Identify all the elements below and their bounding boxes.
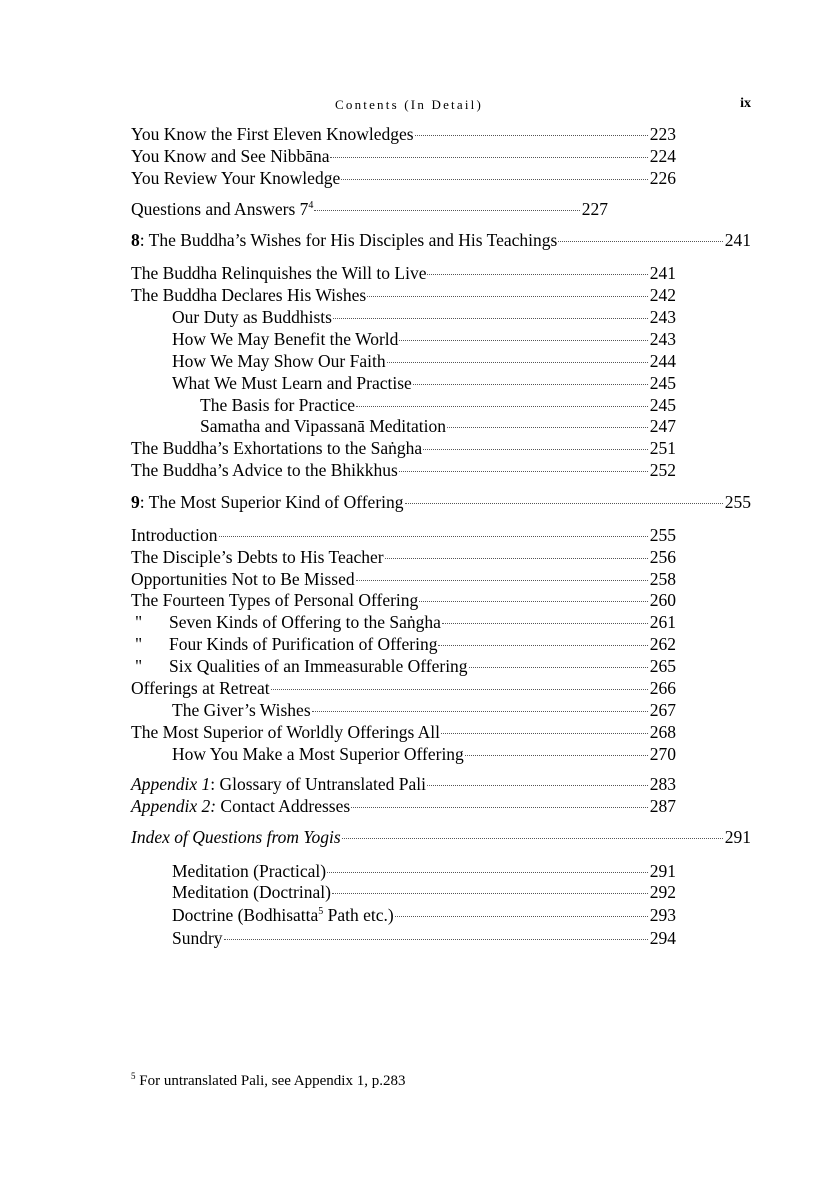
toc-entry[interactable]: The Buddha Declares His Wishes 242 (131, 285, 676, 305)
toc-page-number: 260 (649, 590, 676, 610)
toc-page-number: 268 (649, 722, 676, 742)
dot-leader (399, 471, 648, 472)
toc-entry[interactable]: You Know the First Eleven Knowledges 223 (131, 124, 676, 144)
dot-leader (558, 241, 722, 242)
dot-leader (438, 645, 647, 646)
dot-leader (405, 503, 723, 504)
dot-leader (415, 135, 648, 136)
dot-leader (333, 318, 648, 319)
toc-entry[interactable]: The Buddha’s Advice to the Bhikkhus 252 (131, 460, 676, 480)
dot-leader (224, 939, 648, 940)
toc-page-number: 293 (649, 905, 676, 925)
toc-page-number: 287 (649, 796, 676, 816)
footnote-ref: 5 (318, 906, 324, 918)
dot-leader (413, 384, 648, 385)
toc-page-number: 243 (649, 307, 676, 327)
dot-leader (327, 872, 648, 873)
dot-leader (395, 916, 648, 917)
dot-leader (442, 623, 648, 624)
footnote-ref: 4 (308, 200, 314, 212)
ditto-mark: " (135, 612, 143, 632)
toc-entry[interactable]: Samatha and Vipassanā Meditation 247 (200, 416, 676, 436)
toc-entry[interactable]: Sundry 294 (172, 928, 676, 948)
dot-leader (427, 274, 647, 275)
running-header (131, 96, 751, 116)
toc-page-number: 252 (649, 460, 676, 480)
toc-entry-appendix-2[interactable]: Appendix 2: Contact Addresses 287 (131, 796, 676, 816)
toc-page-number: 266 (649, 678, 676, 698)
dot-leader (387, 362, 648, 363)
ditto-mark: " (135, 634, 143, 654)
dot-leader (271, 689, 648, 690)
toc-page-number: 294 (649, 928, 676, 948)
dot-leader (441, 733, 648, 734)
toc-page-number: 245 (649, 395, 676, 415)
toc-page-number: 270 (649, 744, 676, 764)
footnote-text: For untranslated Pali, see Appendix 1, p.283 (135, 1073, 406, 1089)
toc-page-number: 262 (649, 634, 676, 654)
dot-leader (423, 449, 648, 450)
toc-entry[interactable]: You Review Your Knowledge 226 (131, 168, 676, 188)
toc-entry[interactable]: The Giver’s Wishes 267 (172, 700, 676, 720)
dot-leader (385, 558, 648, 559)
toc-entry[interactable]: Doctrine (Bodhisatta$^5$ Path etc.) 293 (172, 905, 676, 925)
dot-leader (341, 179, 648, 180)
toc-entry[interactable]: Offerings at Retreat 266 (131, 678, 676, 698)
toc-entry[interactable]: How You Make a Most Superior Offering 270 (172, 744, 676, 764)
toc-page-number: 255 (649, 525, 676, 545)
dot-leader (427, 785, 648, 786)
toc-page-number: 267 (649, 700, 676, 720)
toc-entry-appendix-1[interactable]: Appendix 1: Glossary of Untranslated Pali 283 (131, 774, 676, 794)
toc-page-number: 258 (649, 569, 676, 589)
chapter-number: 9 (131, 492, 140, 512)
toc-page-number: 243 (649, 329, 676, 349)
toc-entry[interactable]: Our Duty as Buddhists 243 (172, 307, 676, 327)
toc-page-number: 224 (649, 146, 676, 166)
toc-entry[interactable]: You Know and See Nibbāna 224 (131, 146, 676, 166)
toc-entry[interactable]: The Disciple’s Debts to His Teacher 256 (131, 547, 676, 567)
running-title: Contents (In Detail) (335, 97, 483, 112)
toc-page-number: 245 (649, 373, 676, 393)
page-number: ix (740, 96, 751, 111)
toc-page-number: 283 (649, 774, 676, 794)
dot-leader (351, 807, 648, 808)
dot-leader (447, 427, 648, 428)
toc-page-number: 256 (649, 547, 676, 567)
toc-page-number: 261 (649, 612, 676, 632)
dot-leader (314, 210, 579, 211)
toc-entry[interactable]: " Four Kinds of Purification of Offering 262 (131, 633, 676, 655)
toc-page-number: 242 (649, 285, 676, 305)
chapter-heading-9[interactable]: 9: The Most Superior Kind of Offering 255 (131, 492, 751, 512)
toc-entry[interactable]: Introduction 255 (131, 525, 676, 545)
toc-entry[interactable]: The Buddha Relinquishes the Will to Live 241 (131, 263, 676, 283)
dot-leader (465, 755, 648, 756)
toc-page-number: 227 (581, 199, 608, 219)
chapter-heading-8[interactable]: 8: The Buddha’s Wishes for His Disciples and His Teachings 241 (131, 230, 751, 250)
toc-page-number: 265 (649, 656, 676, 676)
dot-leader (342, 838, 723, 839)
toc-entry-questions[interactable]: Questions and Answers $7^4$ 227 (131, 199, 608, 219)
toc-page-number: 244 (649, 351, 676, 371)
toc-page-number: 226 (649, 168, 676, 188)
toc-entry[interactable]: How We May Show Our Faith 244 (172, 351, 676, 371)
ditto-mark: " (135, 656, 143, 676)
dot-leader (219, 536, 648, 537)
toc-page-number: 223 (649, 124, 676, 144)
toc-entry[interactable]: " Six Qualities of an Immeasurable Offering 265 (131, 655, 676, 677)
toc-entry[interactable]: What We Must Learn and Practise 245 (172, 373, 676, 393)
dot-leader (332, 893, 648, 894)
toc-page-number: 255 (724, 492, 751, 512)
dot-leader (356, 406, 648, 407)
toc-entry[interactable]: How We May Benefit the World 243 (172, 329, 676, 349)
appendix-label: Appendix 1 (131, 774, 211, 794)
toc-entry[interactable]: The Fourteen Types of Personal Offering 260 (131, 590, 676, 610)
appendix-label: Appendix 2: (131, 796, 217, 816)
dot-leader (367, 296, 648, 297)
footnote (131, 1073, 405, 1090)
toc-entry[interactable]: " Seven Kinds of Offering to the Saṅgha 261 (131, 611, 676, 633)
toc-entry[interactable]: Meditation (Doctrinal) 292 (172, 882, 676, 902)
chapter-number: 8 (131, 230, 140, 250)
toc-page-number: 241 (724, 230, 751, 250)
toc-entry[interactable]: Opportunities Not to Be Missed 258 (131, 569, 676, 589)
dot-leader (312, 711, 648, 712)
toc-page-number: 247 (649, 416, 676, 436)
dot-leader (399, 340, 647, 341)
dot-leader (419, 601, 647, 602)
toc-page-number: 291 (724, 827, 751, 847)
toc-page-number: 251 (649, 438, 676, 458)
toc-page-number: 292 (649, 882, 676, 902)
toc-entry-index[interactable]: Index of Questions from Yogis 291 (131, 827, 751, 847)
toc-entry[interactable]: Meditation (Practical) 291 (172, 861, 676, 881)
toc-entry[interactable]: The Basis for Practice 245 (200, 395, 676, 415)
dot-leader (469, 667, 648, 668)
dot-leader (356, 580, 648, 581)
toc-entry[interactable]: The Buddha’s Exhortations to the Saṅgha 251 (131, 438, 676, 458)
toc-entry[interactable]: The Most Superior of Worldly Offerings All 268 (131, 722, 676, 742)
toc-page-number: 291 (649, 861, 676, 881)
footnote-mark: 5 (131, 1071, 136, 1081)
dot-leader (330, 157, 647, 158)
toc-page-number: 241 (649, 263, 676, 283)
